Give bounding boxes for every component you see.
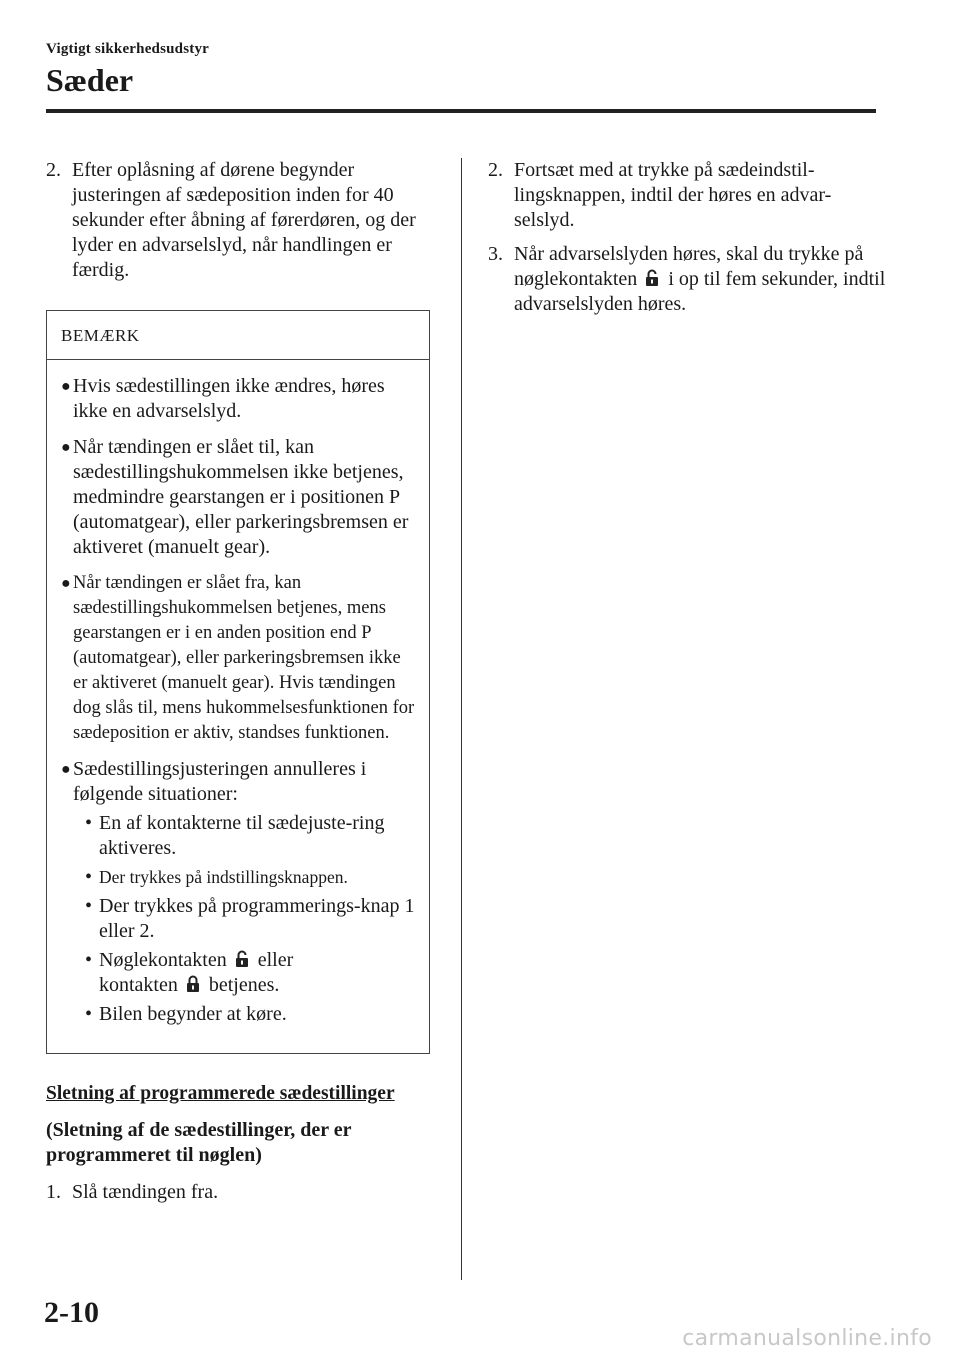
unlock-icon	[235, 950, 249, 968]
step-2-right	[488, 158, 888, 233]
bullet-icon: ●	[61, 761, 71, 778]
step-number: 1.	[46, 1181, 61, 1203]
page-number: 2-10	[44, 1296, 99, 1329]
bullet-icon: ●	[61, 378, 71, 395]
sub-bullet	[85, 894, 415, 944]
dot-icon: •	[85, 949, 93, 971]
step-number: 2.	[488, 159, 503, 181]
sub-text-part: Nøglekontakten	[99, 949, 227, 971]
step-number: 3.	[488, 243, 503, 265]
sub-bullet-text	[99, 948, 415, 998]
watermark: carmanualsonline.info	[682, 1326, 932, 1351]
step-text: Slå tændingen fra.	[72, 1181, 219, 1203]
bullet-text: Når tændingen er slået fra, kan sædestillingshukommelsen betjenes, mens gearstangen er i en anden position end P (automatgear), eller parkeringsbremsen ikke er aktiveret (manuelt gear). Hvis tændingen dog slås til, mens hukommelsesfunktionen for sædeposition er aktiv, standses funktionen.	[73, 573, 415, 743]
unlock-icon	[645, 269, 659, 287]
note-bullet	[61, 374, 415, 424]
note-body	[47, 360, 429, 1053]
sub-bullet-text: Bilen begynder at køre.	[99, 1003, 287, 1025]
dot-icon: •	[85, 866, 93, 888]
dot-icon: •	[85, 895, 93, 917]
section-label: Vigtigt sikkerhedsudstyr	[46, 41, 210, 57]
sub-text-part: kontakten	[99, 974, 178, 996]
left-column	[46, 158, 434, 1214]
title-rule	[46, 109, 876, 113]
sub-bullet-text: Der trykkes på programmerings-knap 1 eller 2.	[99, 895, 415, 942]
sub-bullet-text: Der trykkes på indstillingsknappen.	[99, 867, 348, 887]
sub-text-part: eller	[257, 949, 294, 971]
column-divider	[461, 158, 462, 1280]
note-bullet	[61, 757, 415, 1028]
sub-bullet	[85, 811, 415, 861]
sub-bullet	[85, 865, 415, 890]
page-title: Sæder	[46, 62, 134, 98]
step-text: Efter oplåsning af dørene begynder justeringen af sædeposition inden for 40 sekunder efter åbning af førerdøren, og der lyder en advarselslyd, når handlingen er færdig.	[72, 159, 416, 281]
bullet-text: Hvis sædestillingen ikke ændres, høres ikke en advarselslyd.	[73, 375, 385, 422]
step-2-left	[46, 158, 434, 283]
step-1-left	[46, 1180, 434, 1205]
sub-bullet	[85, 948, 415, 998]
step-3-right	[488, 242, 888, 317]
step-text: Fortsæt med at trykke på sædeindstil-lingsknappen, indtil der høres en advar-selslyd.	[514, 159, 832, 231]
note-bullet	[61, 435, 415, 560]
bullet-icon: ●	[61, 575, 71, 592]
step-text-part: Når advarselslyden høres, skal du trykke på nøglekontakten	[514, 243, 864, 290]
step-text	[514, 242, 888, 317]
lock-icon	[186, 975, 200, 993]
dot-icon: •	[85, 812, 93, 834]
right-column	[488, 158, 888, 326]
sub-bullet	[85, 1002, 415, 1027]
bullet-icon: ●	[61, 439, 71, 456]
section-subheading: Sletning af programmerede sædestillinger	[46, 1083, 395, 1104]
bullet-content	[73, 757, 415, 1028]
sub-bullet-text: En af kontakterne til sædejuste-ring aktiveres.	[99, 812, 385, 859]
bold-paragraph: (Sletning af de sædestillinger, der er programmeret til nøglen)	[46, 1119, 352, 1166]
sub-text-part: betjenes.	[208, 974, 280, 996]
note-box	[46, 310, 430, 1054]
note-heading: BEMÆRK	[47, 311, 429, 360]
bullet-text: Når tændingen er slået til, kan sædestillingshukommelsen ikke betjenes, medmindre gearstangen er i positionen P (automatgear), eller parkeringsbremsen er aktiveret (manuelt gear).	[73, 436, 409, 558]
bullet-text: Sædestillingsjusteringen annulleres i følgende situationer:	[73, 758, 367, 805]
step-text-part: i op til fem sekunder, indtil advarselslyden høres.	[514, 268, 886, 315]
step-number: 2.	[46, 159, 61, 181]
note-bullet	[61, 571, 415, 746]
dot-icon: •	[85, 1003, 93, 1025]
